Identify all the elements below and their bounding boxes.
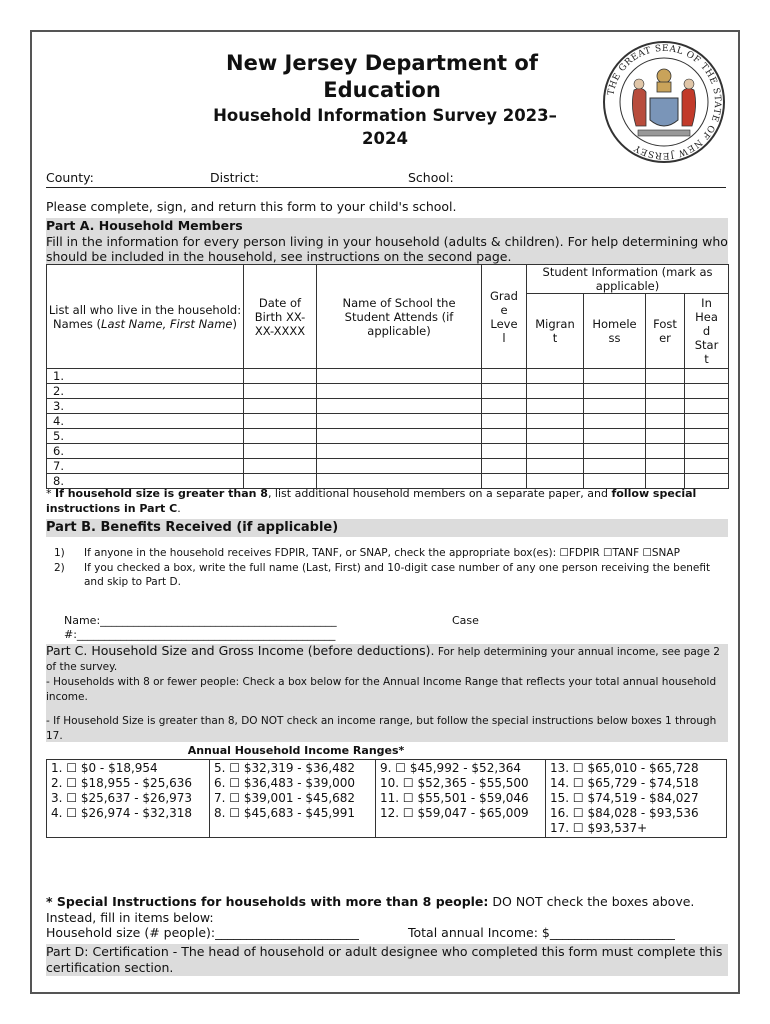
member-row-number[interactable]: 4. bbox=[47, 414, 244, 429]
case-label: Case bbox=[452, 614, 479, 627]
member-row-number[interactable]: 6. bbox=[47, 444, 244, 459]
income-option[interactable]: 9. ☐ $45,992 - $52,364 bbox=[380, 761, 522, 775]
income-ranges-table bbox=[46, 759, 727, 838]
member-row-number[interactable]: 7. bbox=[47, 459, 244, 474]
income-option[interactable]: 5. ☐ $32,319 - $36,482 bbox=[214, 761, 356, 775]
part-c-section: Part C. Household Size and Gross Income (before deductions). For help determining your annual income, see page 2 of the survey. - Households with 8 or fewer people: Check a box below for the Annual Income Range that reflects your total annual household income. - If Household Size is greater than 8, DO NOT check an income range, but follow the special instructions below boxes 1 through 17. bbox=[46, 644, 728, 742]
part-c-instruction-2: - If Household Size is greater than 8, DO NOT check an income range, but follow the special instructions below boxes 1 through 17. bbox=[46, 715, 717, 742]
col-header-migrant: Migran t bbox=[527, 294, 584, 369]
income-column-2 bbox=[210, 760, 376, 838]
income-option[interactable]: 3. ☐ $25,637 - $26,973 bbox=[51, 791, 193, 805]
part-c-title: Part C. Household Size and Gross Income (before deductions). bbox=[46, 643, 435, 658]
income-option[interactable]: 12. ☐ $59,047 - $65,009 bbox=[380, 806, 529, 820]
income-option[interactable]: 11. ☐ $55,501 - $59,046 bbox=[380, 791, 529, 805]
col-header-grade: Grad e Leve l bbox=[482, 265, 527, 369]
income-option[interactable]: 4. ☐ $26,974 - $32,318 bbox=[51, 806, 193, 820]
income-option[interactable]: 8. ☐ $45,683 - $45,991 bbox=[214, 806, 356, 820]
special-instructions: * Special Instructions for households with more than 8 people: DO NOT check the boxes above. Instead, fill in items below: Household size (# people):_______________________ Total annual Income: $____________________ bbox=[46, 894, 695, 940]
district-field[interactable]: District: bbox=[210, 170, 260, 185]
col-header-dob: Date of Birth XX-XX-XXXX bbox=[244, 265, 317, 369]
school-field[interactable]: School: bbox=[408, 170, 454, 185]
household-members-table bbox=[46, 264, 729, 489]
income-option[interactable]: 17. ☐ $93,537+ bbox=[550, 821, 648, 835]
instructions-text: Please complete, sign, and return this form to your child's school. bbox=[46, 199, 457, 214]
part-a-note: * If household size is greater than 8, list additional household members on a separate paper, and follow special instructions in Part C. bbox=[46, 487, 697, 515]
income-option[interactable]: 1. ☐ $0 - $18,954 bbox=[51, 761, 158, 775]
county-field[interactable]: County: bbox=[46, 170, 94, 185]
income-ranges-title: Annual Household Income Ranges* bbox=[187, 744, 405, 757]
total-income-field[interactable]: Total annual Income: $____________________ bbox=[408, 925, 675, 940]
household-size-field[interactable]: Household size (# people):_______________________ bbox=[46, 925, 359, 940]
case-number-field[interactable]: #:_______________________________________________ bbox=[64, 628, 336, 641]
member-row-number[interactable]: 1. bbox=[47, 369, 244, 384]
part-a-description: Fill in the information for every person living in your household (adults & children). For help determining who should be included in the household, see instructions on the second page. bbox=[46, 233, 728, 264]
income-option[interactable]: 7. ☐ $39,001 - $45,682 bbox=[214, 791, 356, 805]
col-header-headstart: In Hea d Star t bbox=[685, 294, 729, 369]
col-header-foster: Fost er bbox=[646, 294, 685, 369]
member-row-number[interactable]: 5. bbox=[47, 429, 244, 444]
part-a-title: Part A. Household Members bbox=[46, 218, 243, 233]
income-option[interactable]: 15. ☐ $74,519 - $84,027 bbox=[550, 791, 699, 805]
income-column-3 bbox=[376, 760, 546, 838]
state-seal-icon bbox=[602, 40, 726, 164]
income-option[interactable]: 13. ☐ $65,010 - $65,728 bbox=[550, 761, 699, 775]
income-option[interactable]: 16. ☐ $84,028 - $93,536 bbox=[550, 806, 699, 820]
col-header-names: List all who live in the household: Names (Last Name, First Name) bbox=[47, 265, 244, 369]
col-header-school: Name of School the Student Attends (if applicable) bbox=[317, 265, 482, 369]
page-title: New Jersey Department of Education bbox=[226, 51, 538, 102]
list-item: 2) If you checked a box, write the full name (Last, First) and 10-digit case number of any one person receiving the benefit and skip to Part D. bbox=[54, 562, 711, 588]
location-fields bbox=[46, 170, 726, 188]
page-subtitle: Household Information Survey 2023–2024 bbox=[213, 106, 557, 148]
income-option[interactable]: 2. ☐ $18,955 - $25,636 bbox=[51, 776, 193, 790]
part-b-list bbox=[54, 546, 726, 590]
member-row-number[interactable]: 3. bbox=[47, 399, 244, 414]
part-d-header: Part D: Certification - The head of household or adult designee who completed this form must complete this certification section. bbox=[46, 944, 728, 976]
part-c-instruction-1: - Households with 8 or fewer people: Check a box below for the Annual Income Range that reflects your total annual household income. bbox=[46, 676, 717, 703]
list-item: 1) If anyone in the household receives FDPIR, TANF, or SNAP, check the appropriate box(es): ☐FDPIR ☐TANF ☐SNAP bbox=[54, 547, 680, 559]
form-page bbox=[30, 30, 740, 994]
svg-text:THE GREAT SEAL OF THE STATE OF: THE GREAT SEAL OF THE STATE OF NEW JERSEY bbox=[606, 43, 723, 161]
col-header-student-info: Student Information (mark as applicable) bbox=[527, 265, 729, 294]
col-header-homeless: Homele ss bbox=[584, 294, 646, 369]
part-b-title: Part B. Benefits Received (if applicable) bbox=[46, 519, 728, 537]
member-row-number[interactable]: 8. bbox=[47, 474, 244, 489]
part-a-header bbox=[46, 218, 728, 264]
member-row-number[interactable]: 2. bbox=[47, 384, 244, 399]
income-column-4 bbox=[546, 760, 727, 838]
benefit-name-case-fields bbox=[64, 614, 726, 642]
benefit-name-field[interactable]: Name:___________________________________________ bbox=[64, 614, 337, 627]
income-column-1 bbox=[47, 760, 210, 838]
income-option[interactable]: 6. ☐ $36,483 - $39,000 bbox=[214, 776, 356, 790]
income-option[interactable]: 10. ☐ $52,365 - $55,500 bbox=[380, 776, 529, 790]
income-option[interactable]: 14. ☐ $65,729 - $74,518 bbox=[550, 776, 699, 790]
